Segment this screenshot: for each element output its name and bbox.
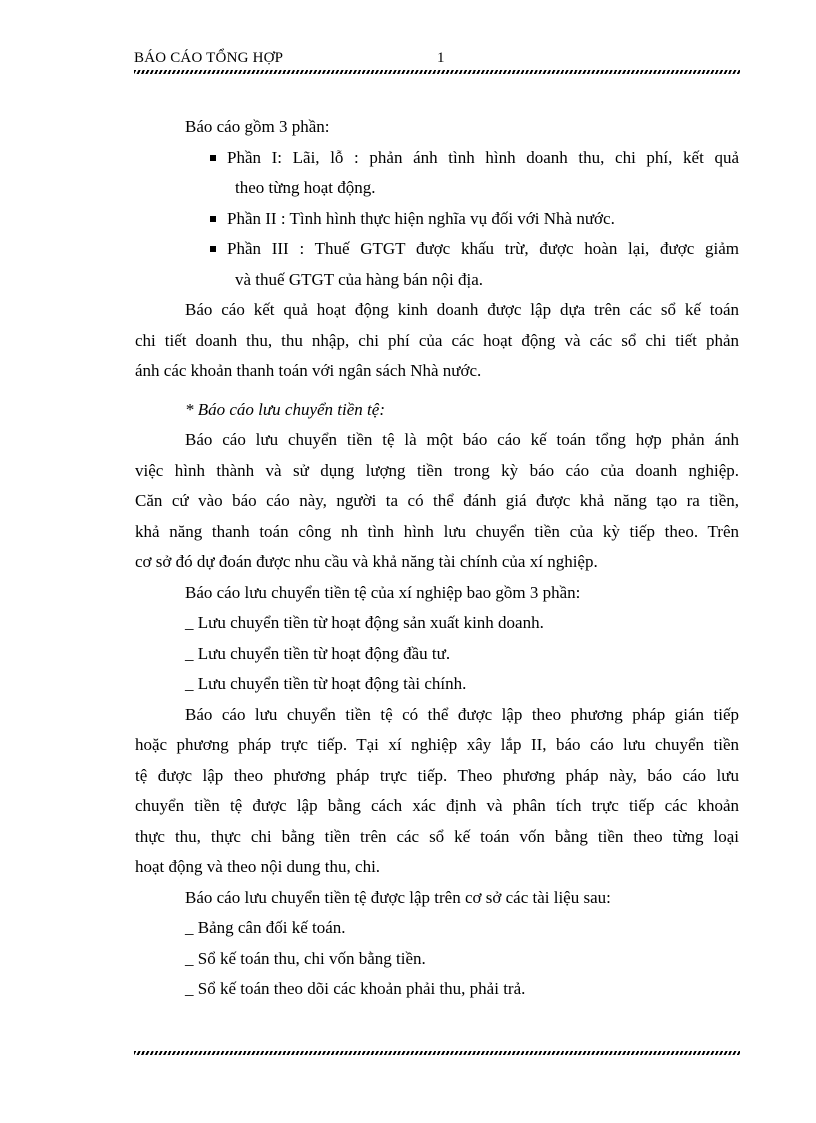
list-item: _ Lưu chuyển tiền từ hoạt động tài chính.	[185, 674, 467, 693]
text-line: cơ sở đó dự đoán được nhu cầu và khả năng tài chính của xí nghiệp.	[135, 552, 598, 571]
paragraph-method	[135, 700, 739, 883]
list-item: _ Lưu chuyển tiền từ hoạt động đầu tư.	[185, 643, 451, 663]
list-item: _ Bảng cân đối kế toán.	[185, 918, 346, 937]
text-line: hoạt động và theo nội dung thu, chi.	[135, 857, 381, 876]
paragraph-cashflow-definition	[135, 425, 739, 578]
list-item: Phần III : Thuế GTGT được khấu trừ, được hoàn lại, được giảm và thuế GTGT của hàng bán nội địa.	[210, 234, 739, 295]
list-item: _ Sổ kế toán theo dõi các khoản phải thu, phải trả.	[185, 979, 526, 998]
list-item: _ Sổ kế toán thu, chi vốn bằng tiền.	[185, 948, 426, 968]
text-line: Báo cáo kết quả hoạt động kinh doanh được lập dựa trên các sổ kế toán	[185, 300, 739, 319]
text-line: khả năng thanh toán công nh tình hình lưu chuyển tiền của kỳ tiếp theo. Trên	[135, 521, 739, 541]
square-bullet-icon	[210, 155, 216, 161]
document-body	[135, 112, 739, 1005]
list-item: Phần II : Tình hình thực hiện nghĩa vụ đối với Nhà nước.	[210, 204, 739, 235]
text-line: Báo cáo lưu chuyển tiền tệ là một báo cáo kế toán tổng hợp phản ánh	[185, 430, 739, 449]
text-line: tệ được lập theo phương pháp trực tiếp. Theo phương pháp này, báo cáo lưu	[135, 765, 739, 785]
text-line: hoặc phương pháp trực tiếp. Tại xí nghiệp xây lắp II, báo cáo lưu chuyển tiền	[135, 735, 739, 754]
paragraph-business-report	[135, 295, 739, 387]
text-line: ánh các khoản thanh toán với ngân sách Nhà nước.	[135, 361, 482, 380]
text-line: Căn cứ vào báo cáo này, người ta có thể đánh giá được khả năng tạo ra tiền,	[135, 491, 739, 510]
list-item: Phần I: Lãi, lỗ : phản ánh tình hình doanh thu, chi phí, kết quả theo từng hoạt động.	[210, 143, 739, 204]
list-item: _ Lưu chuyển tiền từ hoạt động sản xuất kinh doanh.	[185, 613, 544, 632]
cashflow-parts-intro: Báo cáo lưu chuyển tiền tệ của xí nghiệp bao gồm 3 phần:	[185, 582, 581, 602]
text-line: chi tiết doanh thu, thu nhập, chi phí của các hoạt động và các sổ chi tiết phản	[135, 330, 739, 350]
cashflow-heading: * Báo cáo lưu chuyển tiền tệ:	[185, 399, 385, 419]
footer-rule	[134, 1051, 740, 1055]
text-line: chuyển tiền tệ được lập bằng cách xác định và phân tích trực tiếp các khoản	[135, 796, 739, 815]
parts-intro: Báo cáo gồm 3 phần:	[185, 117, 330, 136]
page-header	[134, 50, 740, 70]
parts-list	[135, 143, 739, 296]
text-line: việc hình thành và sử dụng lượng tiền trong kỳ báo cáo của doanh nghiệp.	[135, 460, 739, 480]
text-line: thực thu, thực chi bằng tiền trên các sổ kế toán vốn bằng tiền theo từng loại	[135, 826, 739, 846]
text-line: Báo cáo lưu chuyển tiền tệ có thể được lập theo phương pháp gián tiếp	[185, 704, 739, 724]
square-bullet-icon	[210, 216, 216, 222]
square-bullet-icon	[210, 246, 216, 252]
page-number: 1	[437, 50, 445, 66]
header-title: BÁO CÁO TỔNG HỢP	[134, 50, 284, 66]
header-rule	[134, 70, 740, 74]
sources-intro: Báo cáo lưu chuyển tiền tệ được lập trên cơ sở các tài liệu sau:	[185, 887, 611, 907]
